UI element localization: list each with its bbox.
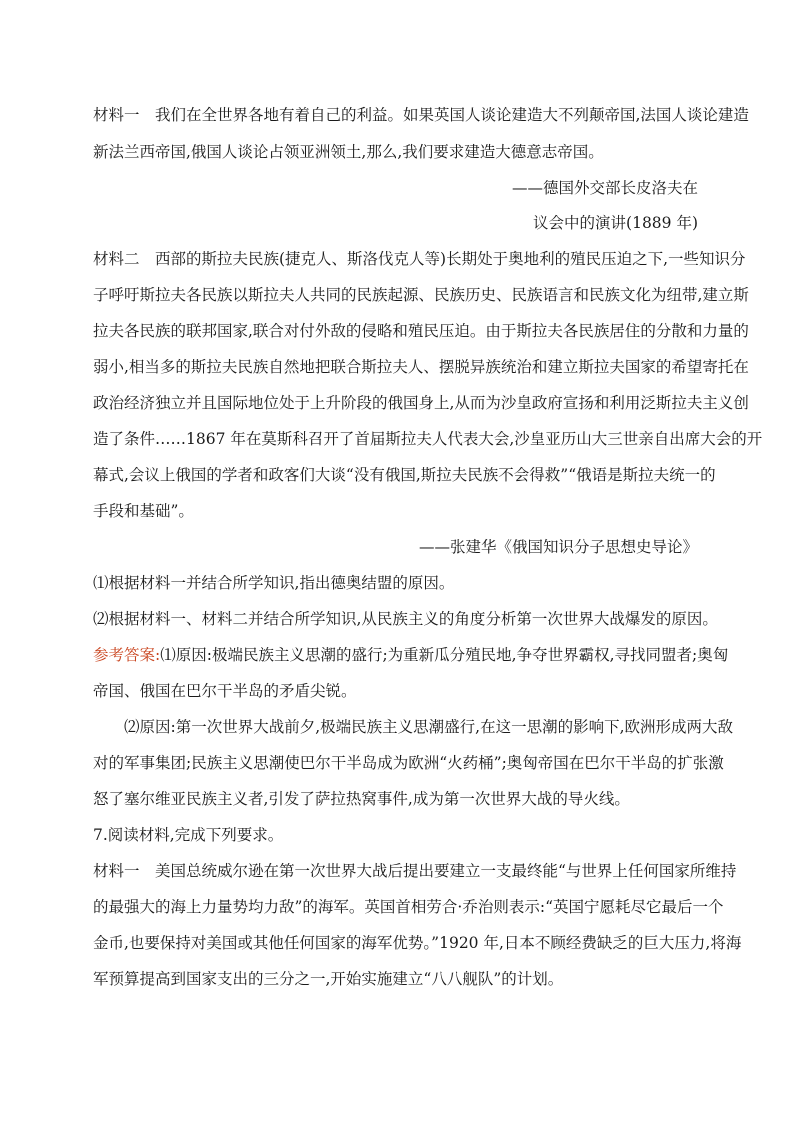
q7-material-line-2: 的最强大的海上力量势均力敌”的海军。英国首相劳合·乔治则表示:“英国宁愿耗尽它最后一个 — [93, 898, 724, 916]
question-2: ⑵根据材料一、材料二并结合所学知识,从民族主义的角度分析第一次世界大战爆发的原因。 — [93, 610, 718, 628]
material-two-line-6: 造了条件……1867 年在莫斯科召开了首届斯拉夫人代表大会,沙皇亚历山大三世亲自出席大会的开 — [93, 430, 763, 448]
answer-label: 参考答案: — [93, 646, 161, 664]
q7-material-line-1: 材料一 美国总统威尔逊在第一次世界大战后提出要建立一支最终能“与世界上任何国家所维持 — [93, 862, 737, 880]
material-two-line-8: 手段和基础”。 — [93, 502, 194, 520]
material-two-line-1: 材料二 西部的斯拉夫民族(捷克人、斯洛伐克人等)长期处于奥地利的殖民压迫之下,一些知识分 — [93, 250, 746, 268]
material-one-line-1: 材料一 我们在全世界各地有着自己的利益。如果英国人谈论建造大不列颠帝国,法国人谈论建造 — [93, 106, 749, 124]
material-two-line-3: 拉夫各民族的联邦国家,联合对付外敌的侵略和殖民压迫。由于斯拉夫各民族居住的分散和力量的 — [93, 322, 749, 340]
answer-1-line-1 — [93, 645, 728, 665]
material-one-line-2: 新法兰西帝国,俄国人谈论占领亚洲领土,那么,我们要求建造大德意志帝国。 — [93, 143, 604, 161]
material-one-source-1: ——德国外交部长皮洛夫在 — [511, 179, 698, 197]
answer-1-line-2: 帝国、俄国在巴尔干半岛的矛盾尖锐。 — [93, 682, 357, 700]
answer-2-line-1: ⑵原因:第一次世界大战前夕,极端民族主义思潮盛行,在这一思潮的影响下,欧洲形成两大敌 — [124, 718, 734, 736]
material-one-source-2: 议会中的演讲(1889 年) — [533, 214, 698, 232]
answer-2-line-3: 怒了塞尔维亚民族主义者,引发了萨拉热窝事件,成为第一次世界大战的导火线。 — [93, 790, 630, 808]
material-two-line-4: 弱小,相当多的斯拉夫民族自然地把联合斯拉夫人、摆脱异族统治和建立斯拉夫国家的希望寄托在 — [93, 358, 749, 376]
question-1: ⑴根据材料一并结合所学知识,指出德奥结盟的原因。 — [93, 574, 455, 592]
question-7-title: 7.阅读材料,完成下列要求。 — [93, 826, 284, 844]
answer-2-line-2: 对的军事集团;民族主义思潮使巴尔干半岛成为欧洲“火药桶”;奥匈帝国在巴尔干半岛的扩张激 — [93, 754, 724, 772]
answer-1-text: ⑴原因:极端民族主义思潮的盛行;为重新瓜分殖民地,争夺世界霸权,寻找同盟者;奥匈 — [160, 646, 729, 664]
q7-material-line-4: 军预算提高到国家支出的三分之一,开始实施建立“八八舰队”的计划。 — [93, 970, 564, 988]
material-two-line-2: 子呼吁斯拉夫各民族以斯拉夫人共同的民族起源、民族历史、民族语言和民族文化为纽带,建立斯 — [93, 286, 749, 304]
material-two-line-7: 幕式,会议上俄国的学者和政客们大谈“没有俄国,斯拉夫民族不会得救”“俄语是斯拉夫统一的 — [93, 466, 716, 484]
q7-material-line-3: 金币,也要保持对美国或其他任何国家的海军优势。”1920 年,日本不顾经费缺乏的巨大压力,将海 — [93, 934, 742, 952]
material-two-line-5: 政治经济独立并且国际地位处于上升阶段的俄国身上,从而为沙皇政府宣扬和利用泛斯拉夫主义创 — [93, 394, 749, 412]
material-two-source: ——张建华《俄国知识分子思想史导论》 — [418, 538, 698, 556]
